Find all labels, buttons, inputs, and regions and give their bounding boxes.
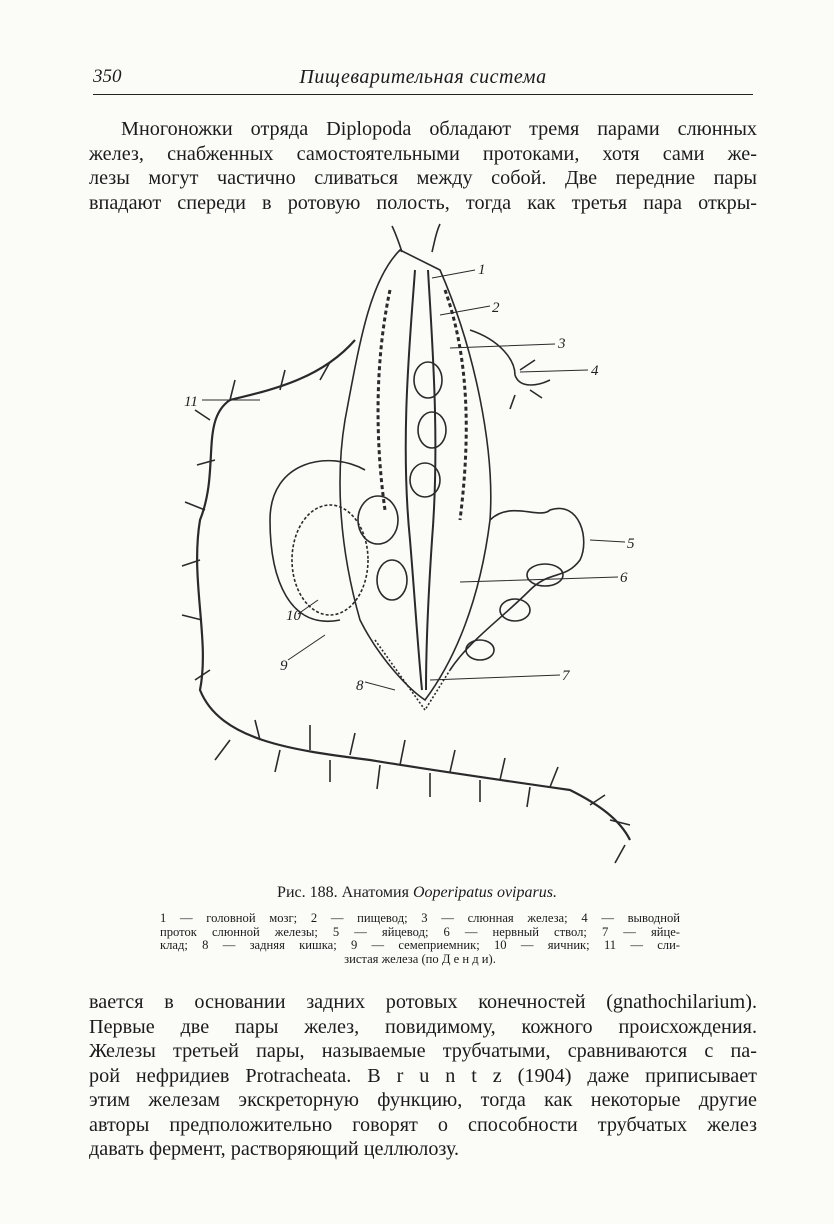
salivary-gland: [445, 290, 466, 520]
fig-label-4: 4: [591, 363, 599, 379]
legend-line: 1 — головной мозг; 2 — пищевод; 3 — слюнная железа; 4 — выводной: [160, 911, 680, 925]
slime-branch: [215, 740, 630, 863]
oviduct: [450, 508, 584, 670]
leader-line: [202, 270, 625, 690]
text-line: Многоножки отряда Diplopoda обладают тремя парами слюнных: [121, 118, 757, 140]
fig-label-11: 11: [184, 394, 198, 410]
antenna: [392, 226, 402, 252]
fig-label-6: 6: [620, 570, 628, 586]
figure-caption: [0, 884, 834, 902]
legend-line: проток слюнной железы; 5 — яйцевод; 6 — нервный ствол; 7 — яйце-: [160, 924, 680, 939]
fig-label-10: 10: [286, 608, 301, 624]
text-line: давать фермент, растворяющий целлюлозу.: [89, 1138, 460, 1160]
egg: [377, 560, 407, 600]
fig-label-9: 9: [280, 658, 288, 674]
text-line: впадают спереди в ротовую полость, тогда как третья пара откры-: [89, 191, 757, 214]
page-number: 350: [93, 66, 122, 87]
fig-label-2: 2: [492, 300, 500, 316]
fig-label-5: 5: [627, 536, 635, 552]
caption-species: Ooperipatus oviparus.: [412, 884, 557, 901]
running-head: Пищеварительная система: [299, 66, 547, 88]
figure-legend: [160, 912, 680, 966]
salivary-gland: [378, 290, 390, 510]
gut: [406, 270, 422, 690]
text-line: желез, снабженных самостоятельными протоками, хотя сами же-: [89, 142, 757, 165]
slime-branch: [182, 362, 605, 805]
text-line: рой нефридиев Protracheata. B r u n t z (1904) даже приписывает: [89, 1064, 757, 1087]
legend-line: клад; 8 — задняя кишка; 9 — семеприемник; 10 — яичник; 11 — сли-: [160, 938, 680, 952]
text-line: Железы третьей пары, называемые трубчатыми, сравниваются с па-: [89, 1040, 757, 1062]
body-outline: [340, 250, 491, 700]
paragraph-top: [89, 117, 757, 215]
fig-label-8: 8: [356, 678, 364, 694]
text-line: лезы могут частично сливаться между собой. Две передние пары: [89, 167, 757, 189]
egg: [466, 640, 494, 660]
gut: [426, 270, 435, 690]
egg: [418, 412, 446, 448]
fig-label-7: 7: [562, 668, 570, 684]
antenna: [432, 224, 440, 252]
oviduct: [270, 461, 365, 622]
paragraph-bottom: [89, 990, 757, 1162]
salivary-duct: [470, 330, 550, 385]
ovipositor: [375, 640, 450, 710]
fig-label-3: 3: [558, 336, 566, 352]
ovary: [292, 505, 368, 615]
legend-line: зистая железа (по Д е н д и).: [344, 951, 496, 966]
egg: [500, 599, 530, 621]
egg: [414, 362, 442, 398]
caption-prefix: Рис. 188. Анатомия: [277, 884, 413, 901]
anatomy-figure: [170, 220, 670, 880]
text-line: вается в основании задних ротовых конечностей (gnathochilarium).: [89, 991, 757, 1013]
text-line: авторы предположительно говорят о способности трубчатых желез: [89, 1113, 757, 1136]
fig-label-1: 1: [478, 262, 486, 278]
text-line: Первые две пары желез, повидимому, кожного происхождения.: [89, 1015, 757, 1038]
text-line: этим железам экскреторную функцию, тогда как некоторые другие: [89, 1089, 757, 1111]
page-header: [93, 66, 753, 95]
